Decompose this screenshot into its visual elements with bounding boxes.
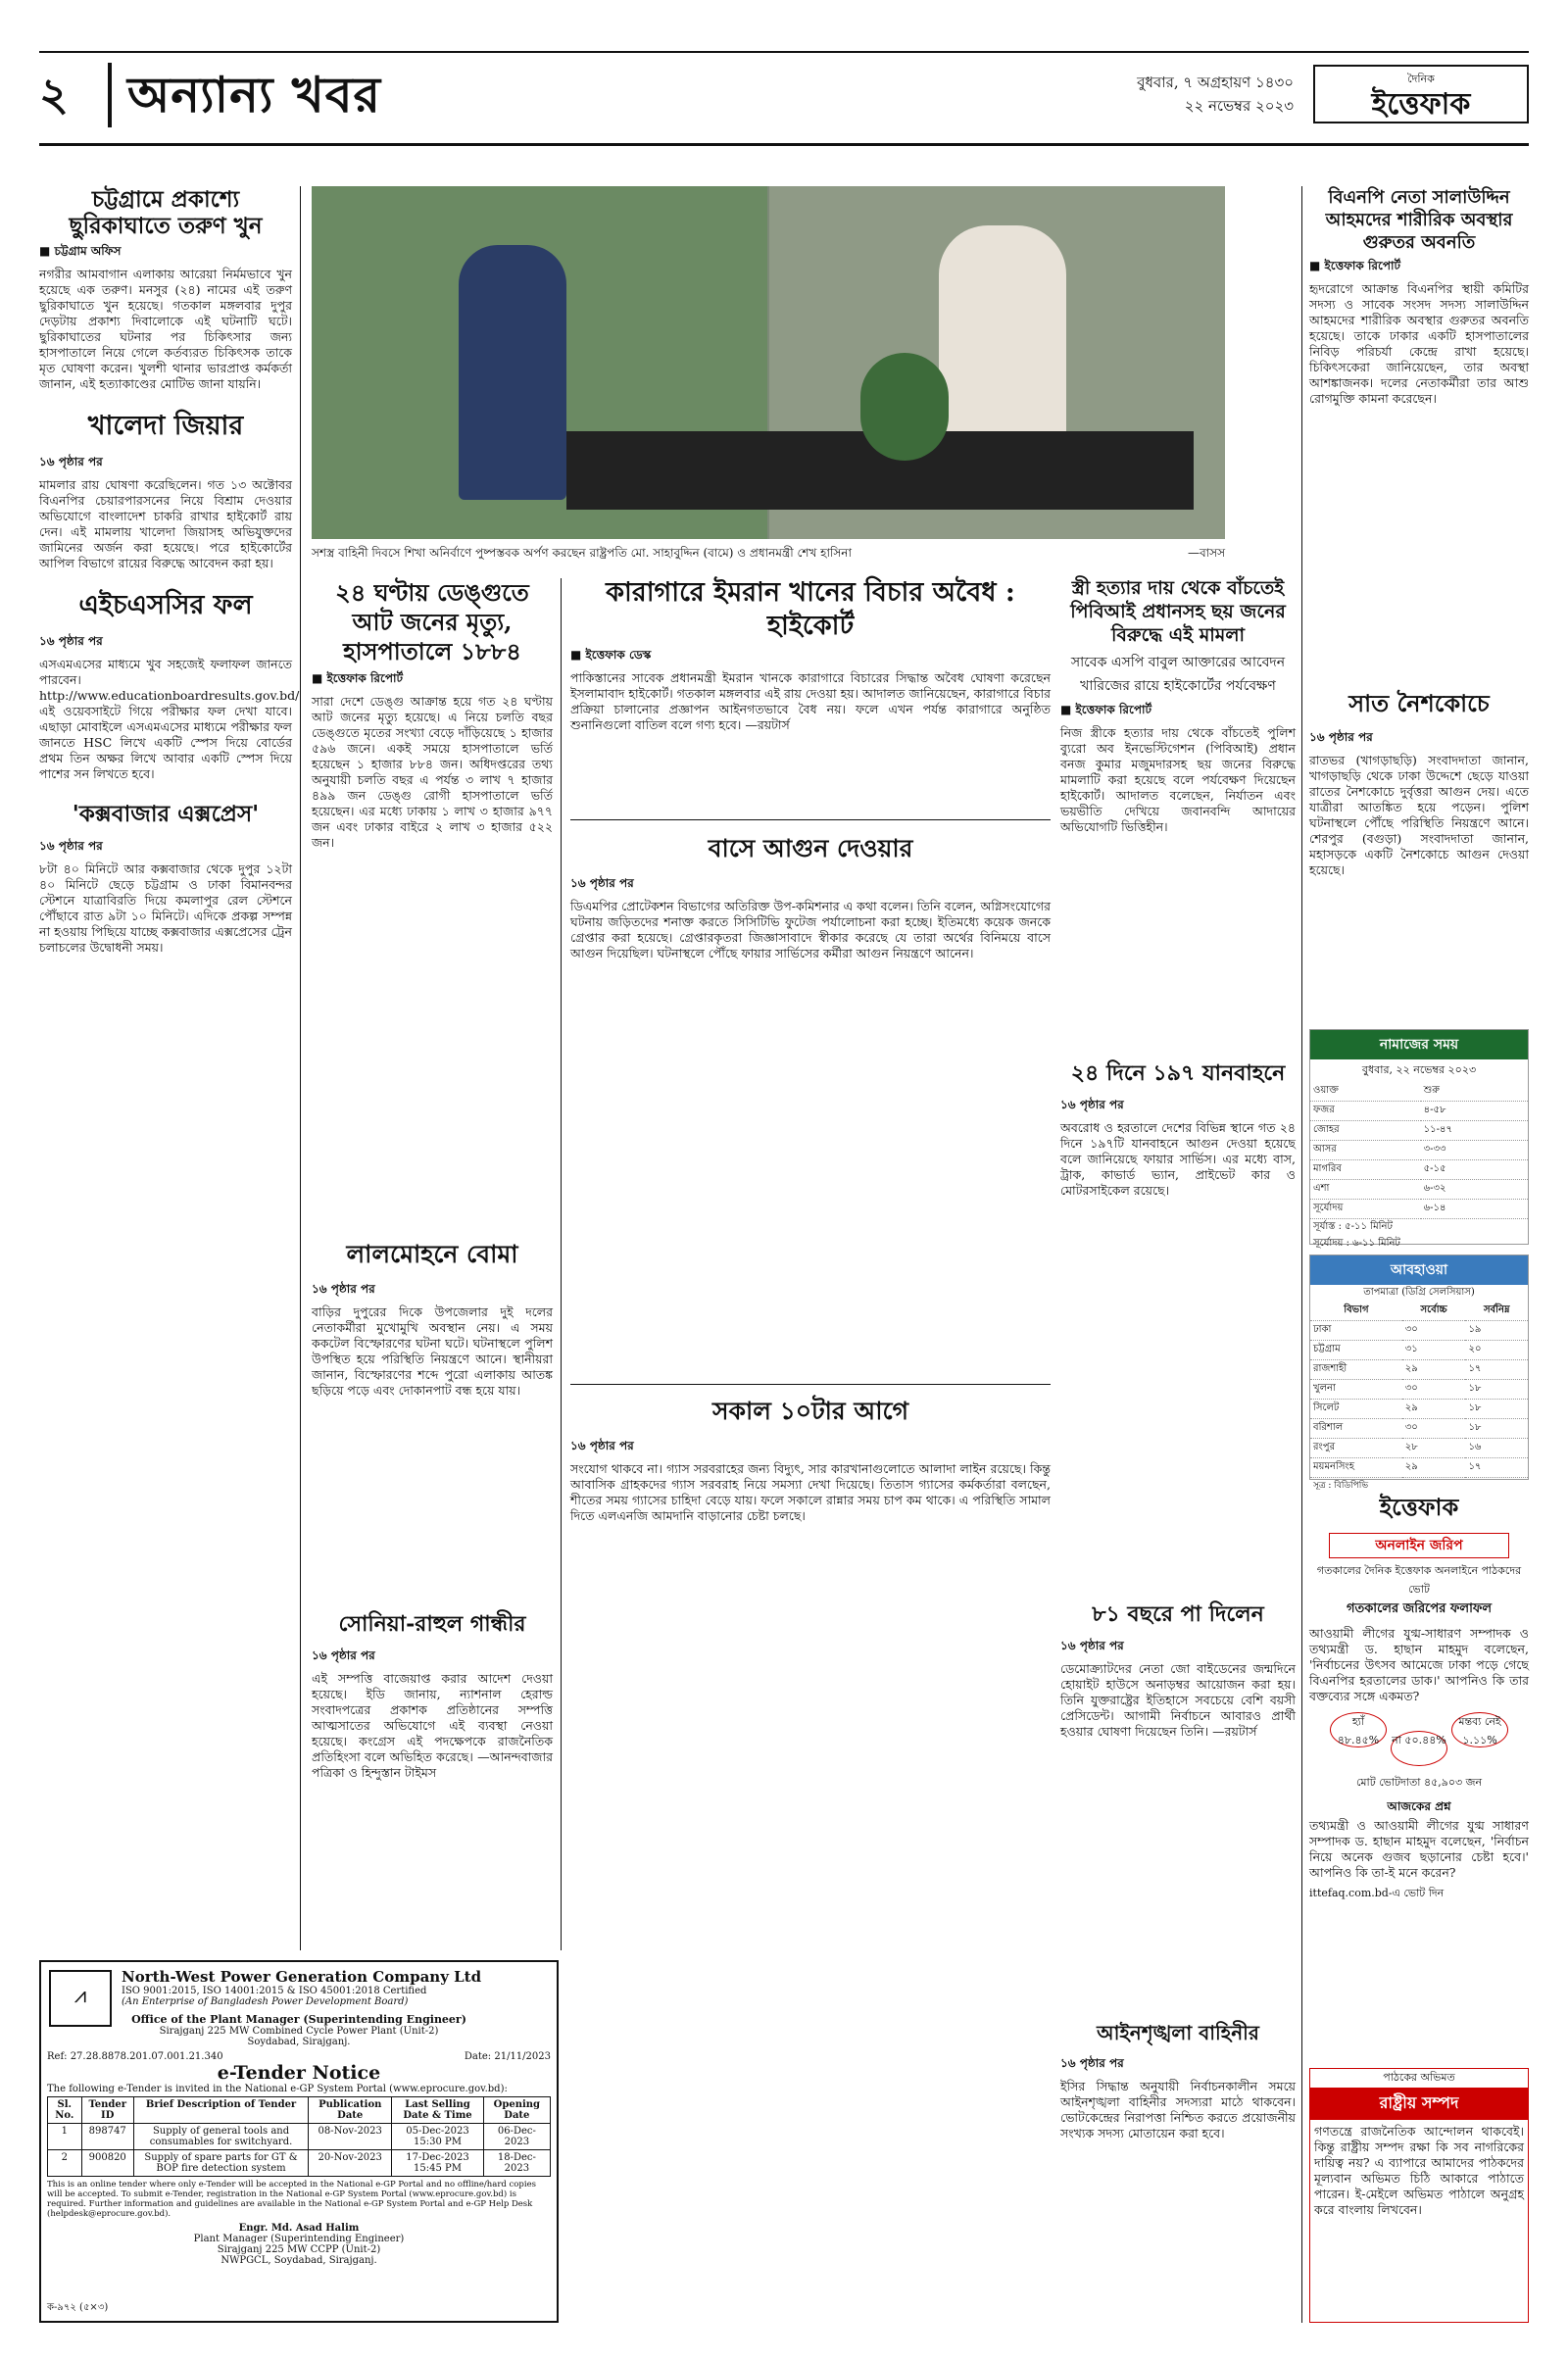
body-ctg: নগরীর আমবাগান এলাকায় আরেয়া নির্মমভাবে খুন হয়েছে এক তরুণ। মনসুর (২৪) নামের এই তরুণ ছুরিকাঘাতে খুন হয়েছে। গতকাল মঙ্গলবার দুপুর দেড়টায় প্রকাশ্য দিবালোকে এই ঘটনাটি ঘটে। ছুরিকাঘাতের ঘটনার পর চিকিৎসার জন্য হাসপাতালে নিয়ে গেলে কর্তব্যরত চিকিৎসক তাকে মৃত ঘোষণা করেন। খুলশী থানার ভারপ্রাপ্ত কর্মকর্তা জানান, এই হত্যাকাণ্ডের মোটিভ জানা যায়নি। — [39, 267, 292, 391]
headline-imran: কারাগারে ইমরান খানের বিচার অবৈধ : হাইকোর্ট — [606, 577, 1015, 641]
byline-dengue: ■ ইত্তেফাক রিপোর্ট — [312, 671, 404, 685]
weather-cell: ঢাকা — [1310, 1321, 1402, 1341]
story-imran — [570, 576, 1051, 812]
col-divider-left — [300, 186, 301, 1950]
ad-signer-org: NWPGCL, Soydabad, Sirajganj. — [220, 2255, 377, 2266]
prayer-cell: মাগরিব — [1310, 1160, 1421, 1180]
poll-option: না ৫০.৪৪% — [1391, 1731, 1447, 1766]
page-number: ২ — [39, 68, 69, 121]
col-divider-2 — [561, 578, 562, 1950]
prayer-row — [1310, 1121, 1528, 1141]
poll-option: মন্তব্য নেই ১.১১% — [1451, 1712, 1508, 1747]
headline-coxs: 'কক্সবাজার এক্সপ্রেস' — [72, 801, 260, 827]
weather-table — [1310, 1302, 1528, 1478]
weather-row — [1310, 1458, 1528, 1478]
masthead-rule — [39, 143, 1529, 146]
tender-cell: 1 — [48, 2124, 82, 2150]
ad-company: North-West Power Generation Company Ltd — [122, 1968, 482, 1986]
prayer-date: বুধবার, ২২ নভেম্বর ২০২৩ — [1361, 1063, 1477, 1076]
photo-wreath — [860, 353, 949, 461]
body-wife-murder: নিজ স্ত্রীকে হত্যার দায় থেকে বাঁচতেই পুলিশ ব্যুরো অব ইনভেস্টিগেশন (পিবিআই) প্রধান বনজ কুমার মজুমদারসহ ছয় জনের বিরুদ্ধে মামলাটি করা হয়েছে বলে পর্যবেক্ষণ দিয়েছেন হাইকোর্ট। আদালত বলেছেন, নির্যাতন এবং ভয়ভীতি দেখিয়ে জবানবন্দি আদায়ের অভিযোগটি ভিত্তিহীন। — [1060, 725, 1296, 834]
prayer-cell: সূর্যোদয় — [1310, 1200, 1421, 1219]
tender-cell: 05-Dec-2023 15:30 PM — [392, 2124, 483, 2150]
story-law-forces — [1060, 2019, 1296, 2323]
body-lalmohan: বাড়ির দুপুরের দিকে উপজেলার দুই দলের নেতাকর্মীরা মুখোমুখি অবস্থান নেয়। এ সময় ককটেল বিস্ফোরণের ঘটনা ঘটে। ঘটনাস্থলে পুলিশ উপস্থিত হয়ে পরিস্থিতি নিয়ন্ত্রণে আনে। স্থানীয়রা জানান, বিস্ফোরণের শব্দে পুরো এলাকায় আতঙ্ক ছড়িয়ে পড়ে এবং দোকানপাট বন্ধ হয়ে যায়। — [312, 1304, 553, 1398]
prayer-row — [1310, 1200, 1528, 1219]
cont-vehicles: ১৬ পৃষ্ঠার পর — [1060, 1098, 1124, 1111]
weather-cell: বরিশাল — [1310, 1419, 1402, 1439]
prayer-cell: ৬-৩২ — [1421, 1180, 1528, 1200]
tender-header: Brief Description of Tender — [133, 2097, 308, 2124]
weather-row — [1310, 1321, 1528, 1341]
body-dengue: সারা দেশে ডেঙ্গু আক্রান্ত হয়ে গত ২৪ ঘণ্টায় আট জনের মৃত্যু হয়েছে। এ নিয়ে চলতি বছর ডেঙ্গুতে মৃতের সংখ্যা বেড়ে দাঁড়িয়েছে ১ হাজার ৫৯৬ জনে। একই সময়ে হাসপাতালে ভর্তি হয়েছেন ১ হাজার ৮৮৪ জন। অধিদপ্তরের তথ্য অনুযায়ী চলতি বছর এ পর্যন্ত ৩ লাখ ৭ হাজার ৪৯৯ জন ডেঙ্গু রোগী হাসপাতালে ভর্তি হয়েছেন। এর মধ্যে ঢাকায় ১ লাখ ৩ হাজার ৯৭৭ জন এবং ঢাকার বাইরে ২ লাখ ৩ হাজার ৫২২ জন। — [312, 694, 553, 850]
headline-law-forces: আইনশৃঙ্খলা বাহিনীর — [1097, 2021, 1259, 2044]
prayer-cell: আসর — [1310, 1141, 1421, 1160]
byline-salahuddin: ■ ইত্তেফাক রিপোর্ট — [1309, 259, 1401, 272]
weather-row — [1310, 1439, 1528, 1458]
prayer-row — [1310, 1102, 1528, 1121]
issue-date — [1039, 71, 1294, 118]
story-eighty-one — [1060, 1598, 1296, 2009]
headline-hsc: এইচএসসির ফল — [78, 590, 253, 620]
poll-question-today: তথ্যমন্ত্রী ও আওয়ামী লীগের যুগ্ম সাধারণ সম্পাদক ড. হাছান মাহমুদ বলেছেন, 'নির্বাচন নিয়ে অনেক গুজব ছড়ানোর চেষ্টা হবে।' আপনিও কি তা-ই মনে করেন? — [1309, 1818, 1529, 1880]
tender-cell: Supply of spare parts for GT & BOP fire detection system — [133, 2150, 308, 2177]
weather-row — [1310, 1341, 1528, 1360]
cont-bus-fire: ১৬ পৃষ্ঠার পর — [570, 876, 634, 890]
weather-source: সূত্র : বিডিপিভি — [1313, 1481, 1369, 1491]
weather-cell: ৩১ — [1402, 1341, 1466, 1360]
body-salahuddin: হৃদরোগে আক্রান্ত বিএনপির স্থায়ী কমিটির সদস্য ও সাবেক সংসদ সদস্য সালাউদ্দিন আহমদের শারীরিক অবস্থার গুরুতর অবনতি হয়েছে। তাকে ঢাকার একটি হাসপাতালের নিবিড় পরিচর্যা কেন্দ্রে রাখা হয়েছে। চিকিৎসকেরা জানিয়েছেন, তার অবস্থা আশঙ্কাজনক। দলের নেতাকর্মীরা তার আশু রোগমুক্তি কামনা করেছেন। — [1309, 281, 1529, 406]
poll-badge: অনলাইন জরিপ — [1329, 1533, 1509, 1558]
ad-code: ক-৯৭২ (৫×৩) — [47, 2302, 109, 2313]
poll-brand: ইত্তেফাক — [1379, 1493, 1459, 1521]
caption-text: সশস্ত্র বাহিনী দিবসে শিখা অনির্বাণে পুষ্পস্তবক অর্পণ করছেন রাষ্ট্রপতি মো. সাহাবুদ্দিন (বামে) ও প্রধানমন্ত্রী শেখ হাসিনা — [312, 546, 852, 560]
tender-header: Opening Date — [483, 2097, 550, 2124]
body-hsc: এসএমএসের মাধ্যমে খুব সহজেই ফলাফল জানতে পারবেন। http://www.educationboardresults.gov.bd/ এই ওয়েবসাইটে গিয়ে পরীক্ষার ফল দেখা যাবে। এছাড়া মোবাইলে এসএমএসের মাধ্যমে পরীক্ষার ফল জানতে HSC লিখে একটি স্পেস দিয়ে বোর্ডের প্রথম তিন অক্ষর লিখে আবার একটি স্পেস দিয়ে পাশের সন লিখতে হবে। — [39, 657, 300, 781]
weather-cell: ১৮ — [1465, 1419, 1528, 1439]
poll-result-title: গতকালের দৈনিক ইত্তেফাক অনলাইনে পাঠকদের ভোট — [1316, 1564, 1522, 1596]
weather-cell: খুলনা — [1310, 1380, 1402, 1400]
ad-plant: Sirajganj 225 MW Combined Cycle Power Plant (Unit-2) — [159, 2026, 439, 2037]
tender-cell: Supply of general tools and consumables for switchyard. — [133, 2124, 308, 2150]
body-bus-fire: ডিএমপির প্রোটেকশন বিভাগের অতিরিক্ত উপ-কমিশনার এ কথা বলেন। তিনি বলেন, অগ্নিসংযোগের ঘটনায় জড়িতদের শনাক্ত করতে সিসিটিভি ফুটেজ পর্যালোচনা করা হচ্ছে। ইতিমধ্যে কয়েক জনকে গ্রেপ্তার করা হয়েছে। গ্রেপ্তারকৃতরা জিজ্ঞাসাবাদে স্বীকার করেছে যে তারা অর্থের বিনিময়ে বাসে আগুন দিয়েছিল। ঘটনাস্থলে পৌঁছে ফায়ার সার্ভিসের কর্মীরা আগুন নিয়ন্ত্রণে আনেন। — [570, 899, 1051, 960]
ad-note: This is an online tender where only e-Tender will be accepted in the National e-GP Portal and no offline/hard copies will be accepted. To submit e-Tender, registration in the National e-GP System Portal (www.eprocure.gov.bd) is required. Further information and guidelines are available in the National e-GP System Portal and e-GP Help Desk (helpdesk@eprocure.gov.bd). — [47, 2180, 536, 2219]
body-eighty-one: ডেমোক্র্যাটদের নেতা জো বাইডেনের জন্মদিনে হোয়াইট হাউসে অনাড়ম্বর আয়োজন করা হয়। তিনি যুক্তরাষ্ট্রের ইতিহাসে সবচেয়ে বেশি বয়সী প্রেসিডেন্ট। আগামী নির্বাচনে আবারও প্রার্থী হওয়ার ঘোষণা দিয়েছেন তিনি। —রয়টার্স — [1060, 1661, 1296, 1739]
weather-cell: ২৯ — [1402, 1458, 1466, 1478]
logo-text: ইত্তেফাক — [1371, 87, 1471, 122]
date-bangla: বুধবার, ৭ অগ্রহায়ণ ১৪৩০ — [1137, 74, 1294, 91]
story-dengue — [312, 578, 553, 1225]
prayer-cell: ৬-১৪ — [1421, 1200, 1528, 1219]
cont-khaleda: ১৬ পৃষ্ঠার পর — [39, 455, 103, 468]
tender-cell: 18-Dec-2023 — [483, 2150, 550, 2177]
story-morning — [570, 1392, 1051, 1882]
logo-prefix: দৈনিক — [1407, 73, 1435, 85]
body-morning: সংযোগ থাকবে না। গ্যাস সরবরাহের জন্য বিদ্যুৎ, সার কারখানাগুলোতে আলাদা লাইন রয়েছে। কিন্তু আবাসিক গ্রাহকদের গ্যাস সরবরাহ নিয়ে সমস্যা দেখা দিয়েছে। তিতাস গ্যাসের কর্মকর্তারা বলছেন, শীতের সময় গ্যাসের চাহিদা বেড়ে যায়। ফলে সকালে রান্নার সময় চাপ কম থাকে। এ পরিস্থিতি সামাল দিতে এলএনজি আমদানি বাড়ানোর চেষ্টা চলছে। — [570, 1461, 1051, 1523]
poll-link[interactable]: ittefaq.com.bd-এ ভোট দিন — [1309, 1887, 1445, 1899]
body-khaleda: মামলার রায় ঘোষণা করেছিলেন। গত ১৩ অক্টোবর বিএনপির চেয়ারপারসনের নিয়ে বিশ্রাম দেওয়ার অভিযোগে বাংলাদেশ চাকরি রাখার হাইকোর্ট রায় দেন। এই মামলায় খালেদা জিয়াসহ অভিযুক্তদের জামিনের অর্জন করা হয়েছে। পরে হাইকোর্টের আপিল বিভাগে রায়ের বিরুদ্ধে আবেদন করা হয়। — [39, 477, 292, 570]
headline-lalmohan: লালমোহনে বোমা — [346, 1240, 518, 1268]
weather-cell: ১৯ — [1465, 1321, 1528, 1341]
headline-bus-fire: বাসে আগুন দেওয়ার — [708, 834, 913, 862]
rule-morning — [570, 1384, 1051, 1385]
prayer-cell: জোহর — [1310, 1121, 1421, 1141]
reader-title: রাষ্ট্রীয় সম্পদ — [1310, 2088, 1528, 2120]
weather-cell: ৩০ — [1402, 1380, 1466, 1400]
headline-sonia: সোনিয়া-রাহুল গান্ধীর — [338, 1611, 526, 1637]
online-poll — [1309, 1490, 1529, 2058]
tender-table — [47, 2096, 551, 2177]
tender-cell: 08-Nov-2023 — [309, 2124, 392, 2150]
headline-ctg: চট্টগ্রামে প্রকাশ্যে ছুরিকাঘাতে তরুণ খুন — [69, 186, 263, 239]
weather-cell: সিলেট — [1310, 1400, 1402, 1419]
headline-wife-murder: স্ত্রী হত্যার দায় থেকে বাঁচতেই পিবিআই প্রধানসহ ছয় জনের বিরুদ্ধে এই মামলা — [1070, 577, 1286, 646]
tender-header: Tender ID — [81, 2097, 133, 2124]
tender-header: Last Selling Date & Time — [392, 2097, 483, 2124]
poll-option: হ্যাঁ ৪৮.৪৫% — [1330, 1712, 1387, 1747]
prayer-times-box — [1309, 1029, 1529, 1249]
story-bus-fire — [570, 829, 1051, 1378]
ad-location: Soydabad, Sirajganj. — [247, 2037, 351, 2047]
masthead-divider — [108, 63, 112, 127]
prayer-row — [1310, 1160, 1528, 1180]
weather-row — [1310, 1360, 1528, 1380]
body-law-forces: ইসির সিদ্ধান্ত অনুযায়ী নির্বাচনকালীন সময়ে আইনশৃঙ্খলা বাহিনীর সদস্যরা মাঠে থাকবেন। ভোটকেন্দ্রের নিরাপত্তা নিশ্চিত করতে প্রয়োজনীয় সংখ্যক সদস্য মোতায়েন করা হবে। — [1060, 2079, 1296, 2140]
newspaper-logo — [1313, 65, 1529, 123]
company-logo-icon: ⩘ — [49, 1970, 112, 2027]
headline-khaleda: খালেদা জিয়ার — [87, 411, 244, 441]
tender-header: Publication Date — [309, 2097, 392, 2124]
weather-subtitle: তাপমাত্রা (ডিগ্রি সেলসিয়াস) — [1363, 1287, 1475, 1298]
byline-imran: ■ ইত্তেফাক ডেস্ক — [570, 648, 652, 662]
ad-intro: The following e-Tender is invited in the National e-GP System Portal (www.eprocure.gov.bd): — [47, 2084, 508, 2094]
cont-coxs: ১৬ পৃষ্ঠার পর — [39, 839, 103, 853]
prayer-sunrise: সূর্যোদয় : ৬-১১ মিনিট — [1313, 1238, 1400, 1249]
main-photo — [312, 186, 1225, 539]
weather-cell: রাজশাহী — [1310, 1360, 1402, 1380]
reader-tag: পাঠকের অভিমত — [1383, 2071, 1455, 2084]
cont-sonia: ১৬ পৃষ্ঠার পর — [312, 1648, 375, 1662]
tender-advertisement — [39, 1960, 559, 2323]
weather-cell: ২০ — [1465, 1341, 1528, 1360]
left-column — [39, 186, 300, 1950]
weather-row — [1310, 1419, 1528, 1439]
headline-morning: সকাল ১০টার আগে — [712, 1397, 908, 1425]
weather-cell: ময়মনসিংহ — [1310, 1458, 1402, 1478]
headline-eighty-one: ৮১ বছরে পা দিলেন — [1092, 1601, 1264, 1627]
weather-cell: ২৮ — [1402, 1439, 1466, 1458]
headline-vehicles: ২৪ দিনে ১৯৭ যানবাহনে — [1070, 1060, 1286, 1086]
body-vehicles: অবরোধ ও হরতালে দেশের বিভিন্ন স্থানে গত ২৪ দিনে ১৯৭টি যানবাহনে আগুন দেওয়া হয়েছে বলে জানিয়েছে ফায়ার সার্ভিস। এর মধ্যে বাস, ট্রাক, কাভার্ড ভ্যান, প্রাইভেট কার ও মোটরসাইকেল রয়েছে। — [1060, 1120, 1296, 1198]
story-lalmohan — [312, 1235, 553, 1598]
ad-signer: Engr. Md. Asad Halim — [238, 2223, 360, 2234]
photo-president-figure — [459, 245, 566, 500]
story-salahuddin — [1309, 186, 1529, 676]
story-wife-murder — [1060, 576, 1296, 1047]
story-vehicles — [1060, 1057, 1296, 1586]
ad-office: Office of the Plant Manager (Superintending Engineer) — [131, 2013, 466, 2026]
tender-cell: 2 — [48, 2150, 82, 2177]
cont-night-coach: ১৬ পৃষ্ঠার পর — [1309, 730, 1373, 744]
body-coxs: ৮টা ৪০ মিনিটে আর কক্সবাজার থেকে দুপুর ১২টা ৪০ মিনিটে ছেড়ে চট্টগ্রাম ও ঢাকা বিমানবন্দর স্টেশনে যাত্রাবিরতি দিয়ে কমলাপুর রেল স্টেশনে পৌঁছাবে রাত ৯টা ১০ মিনিটে। এদিকে প্রকল্প সম্পন্ন না হওয়ায় পিছিয়ে যাচ্ছে কক্সবাজার এক্সপ্রেসের ট্রেন চলাচলের উদ্বোধনী সময়। — [39, 861, 292, 955]
col-divider-right — [1301, 186, 1302, 2323]
weather-cell: চট্টগ্রাম — [1310, 1341, 1402, 1360]
ad-signer-title: Plant Manager (Superintending Engineer) — [193, 2234, 405, 2244]
headline-salahuddin: বিএনপি নেতা সালাউদ্দিন আহমদের শারীরিক অবস্থার গুরুতর অবনতি — [1325, 187, 1513, 253]
weather-row — [1310, 1400, 1528, 1419]
body-sonia: এই সম্পত্তি বাজেয়াপ্ত করার আদেশ দেওয়া হয়েছে। ইডি জানায়, ন্যাশনাল হেরাল্ড সংবাদপত্রের প্রকাশক প্রতিষ্ঠানের সম্পত্তি আত্মসাতের অভিযোগে এই ব্যবস্থা নেওয়া হয়েছে। কংগ্রেস এই পদক্ষেপকে রাজনৈতিক প্রতিহিংসা বলে অভিহিত করেছে। —আনন্দবাজার পত্রিকা ও হিন্দুস্তান টাইমস — [312, 1671, 553, 1780]
weather-cell: ১৬ — [1465, 1439, 1528, 1458]
weather-cell: ১৮ — [1465, 1400, 1528, 1419]
weather-cell: ১৭ — [1465, 1360, 1528, 1380]
poll-result-head: গতকালের জরিপের ফলাফল — [1346, 1601, 1493, 1616]
tender-cell: 898747 — [81, 2124, 133, 2150]
weather-cell: ১৮ — [1465, 1380, 1528, 1400]
prayer-col-start: শুরু — [1421, 1082, 1528, 1102]
poll-votes: মোট ভোটদাতা ৪৫,৯০৩ জন — [1355, 1776, 1483, 1789]
tender-cell: 06-Dec-2023 — [483, 2124, 550, 2150]
weather-title: আবহাওয়া — [1310, 1255, 1528, 1285]
weather-header: সর্বোচ্চ — [1402, 1302, 1466, 1321]
ad-signer-plant: Sirajganj 225 MW CCPP (Unit-2) — [217, 2244, 381, 2255]
prayer-cell: ৪-৫৮ — [1421, 1102, 1528, 1121]
body-imran: পাকিস্তানের সাবেক প্রধানমন্ত্রী ইমরান খানকে কারাগারে বিচারের সিদ্ধান্ত অবৈধ ঘোষণা করেছেন ইসলামাবাদ হাইকোর্ট। গতকাল মঙ্গলবার এই রায় দেওয়া হয়। আদালত জানিয়েছেন, কারাগারে বিচার প্রক্রিয়া চালানোর প্রজ্ঞাপন আইনগতভাবে বৈধ নয়। ফলে এখন পর্যন্ত কারাগারে অনুষ্ঠিত শুনানিগুলো বাতিল বলে গণ্য হবে। —রয়টার্স — [570, 670, 1051, 732]
body-night-coach: রাতভর (খাগড়াছড়ি) সংবাদদাতা জানান, খাগড়াছড়ি থেকে ঢাকা উদ্দেশে ছেড়ে যাওয়া রাতের নৈশকোচে দুর্বৃত্তরা আগুন দেয়। এতে যাত্রীরা আতঙ্কিত হয়ে পড়েন। পুলিশ ঘটনাস্থলে পৌঁছে পরিস্থিতি নিয়ন্ত্রণে আনে। শেরপুর (বগুড়া) সংবাদদাতা জানান, মহাসড়কে একটি নৈশকোচে আগুন দেওয়া হয়েছে। — [1309, 753, 1529, 877]
tender-cell: 17-Dec-2023 15:45 PM — [392, 2150, 483, 2177]
prayer-sunset: সূর্যাস্ত : ৫-১১ মিনিট — [1313, 1221, 1393, 1232]
tender-row — [48, 2124, 551, 2150]
weather-cell: ৩০ — [1402, 1419, 1466, 1439]
prayer-row — [1310, 1141, 1528, 1160]
top-rule — [39, 51, 1529, 53]
photo-caption — [312, 545, 1225, 566]
ad-iso: ISO 9001:2015, ISO 14001:2015 & ISO 45001:2018 Certified — [122, 1986, 427, 1996]
weather-cell: ১৭ — [1465, 1458, 1528, 1478]
prayer-title: নামাজের সময় — [1310, 1030, 1528, 1059]
subhead-wife-murder: সাবেক এসপি বাবুল আক্তারের আবেদন খারিজের রায়ে হাইকোর্টের পর্যবেক্ষণ — [1070, 655, 1286, 694]
prayer-cell: ফজর — [1310, 1102, 1421, 1121]
headline-night-coach: সাত নৈশকোচে — [1348, 689, 1490, 717]
poll-options — [1309, 1710, 1529, 1768]
rule-imran — [570, 819, 1051, 820]
reader-opinion — [1309, 2068, 1529, 2323]
weather-row — [1310, 1380, 1528, 1400]
ad-enterprise: (An Enterprise of Bangladesh Power Development Board) — [122, 1996, 409, 2007]
story-sonia — [312, 1607, 553, 1950]
cont-morning: ১৬ পৃষ্ঠার পর — [570, 1439, 634, 1452]
story-night-coach — [1309, 686, 1529, 1019]
prayer-cell: ৩-৩৩ — [1421, 1141, 1528, 1160]
weather-header: সর্বনিম্ন — [1465, 1302, 1528, 1321]
weather-box — [1309, 1254, 1529, 1491]
prayer-cell: ৫-১৫ — [1421, 1160, 1528, 1180]
poll-today: আজকের প্রশ্ন — [1387, 1799, 1451, 1813]
weather-cell: ২৯ — [1402, 1400, 1466, 1419]
date-english: ২২ নভেম্বর ২০২৩ — [1184, 97, 1294, 115]
tender-cell: 20-Nov-2023 — [309, 2150, 392, 2177]
prayer-cell: এশা — [1310, 1180, 1421, 1200]
reader-body: গণতন্ত্রে রাজনৈতিক আন্দোলন থাকবেই। কিন্তু রাষ্ট্রীয় সম্পদ রক্ষা কি সব নাগরিকের দায়িত্ব নয়? এ ব্যাপারে আমাদের পাঠকদের মূল্যবান অভিমত চিঠি আকারে পাঠাতে পারেন। ই-মেইলে অভিমত পাঠালে অনুগ্রহ করে বাংলায় লিখবেন। — [1314, 2124, 1524, 2217]
weather-cell: ৩০ — [1402, 1321, 1466, 1341]
tender-row — [48, 2150, 551, 2177]
weather-cell: ২৯ — [1402, 1360, 1466, 1380]
poll-question: আওয়ামী লীগের যুগ্ম-সাধারণ সম্পাদক ও তথ্যমন্ত্রী ড. হাছান মাহমুদ বলেছেন, 'নির্বাচনের উৎসব আমেজে ঢাকা পড়ে গেছে বিএনপির হরতালের ডাক।' আপনিও কি তার বক্তব্যের সঙ্গে একমত? — [1309, 1626, 1529, 1703]
ad-date: Date: 21/11/2023 — [464, 2051, 551, 2062]
tender-cell: 900820 — [81, 2150, 133, 2177]
prayer-cell: ১১-৪৭ — [1421, 1121, 1528, 1141]
cont-lalmohan: ১৬ পৃষ্ঠার পর — [312, 1282, 375, 1296]
ad-ref: Ref: 27.28.8878.201.07.001.21.340 — [47, 2051, 223, 2062]
byline-wife-murder: ■ ইত্তেফাক রিপোর্ট — [1060, 703, 1152, 716]
prayer-col-waqt: ওয়াক্ত — [1310, 1082, 1421, 1102]
ad-signature-block — [47, 2223, 551, 2266]
weather-cell: রংপুর — [1310, 1439, 1402, 1458]
headline-dengue: ২৪ ঘণ্টায় ডেঙ্গুতে আট জনের মৃত্যু, হাসপাতালে ১৮৮৪ — [335, 578, 529, 665]
caption-credit: —বাসস — [1187, 546, 1225, 560]
ad-title: e-Tender Notice — [217, 2062, 381, 2084]
cont-law-forces: ১৬ পৃষ্ঠার পর — [1060, 2056, 1124, 2070]
prayer-row — [1310, 1180, 1528, 1200]
cont-hsc: ১৬ পৃষ্ঠার পর — [39, 634, 103, 648]
section-title: অন্যান্য খবর — [127, 66, 382, 123]
tender-header: Sl. No. — [48, 2097, 82, 2124]
prayer-table — [1310, 1082, 1528, 1219]
byline-ctg: ■ চট্টগ্রাম অফিস — [39, 244, 122, 258]
weather-header: বিভাগ — [1310, 1302, 1402, 1321]
ad-ref-row — [47, 2051, 551, 2062]
cont-eighty-one: ১৬ পৃষ্ঠার পর — [1060, 1639, 1124, 1652]
